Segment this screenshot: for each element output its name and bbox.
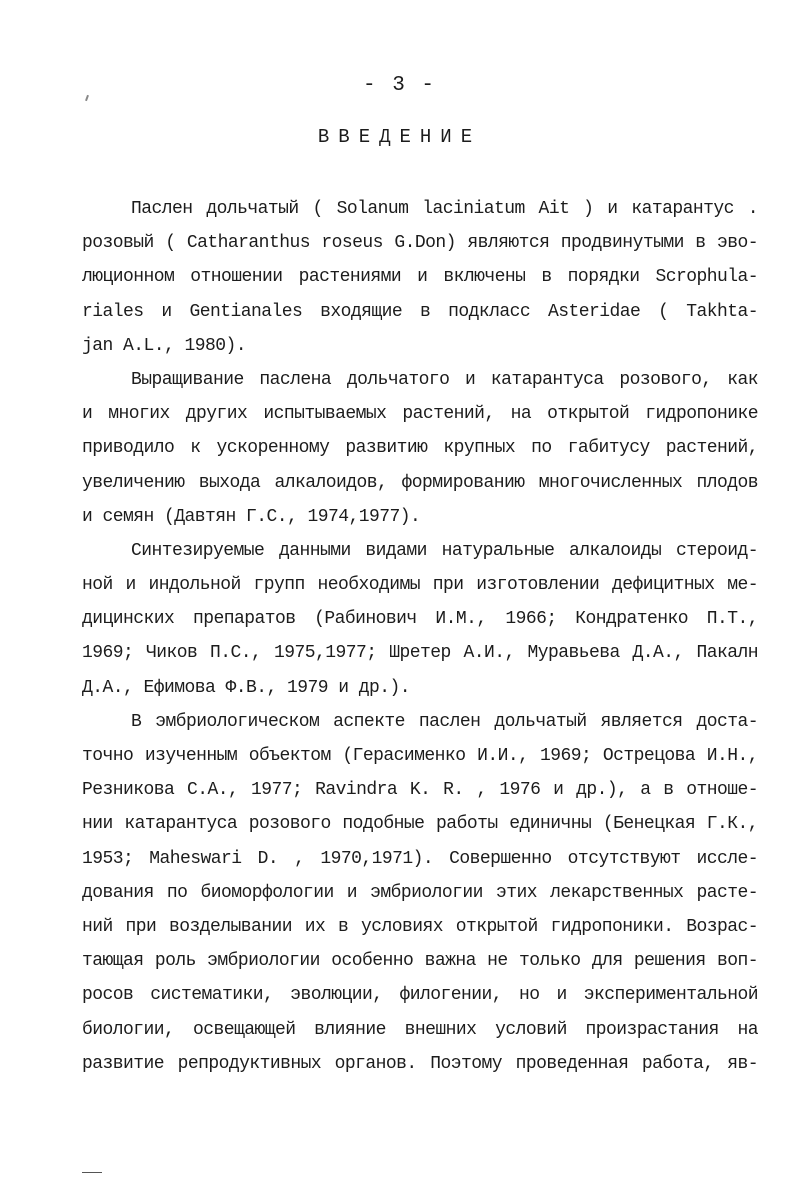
text-line: дования по биоморфологии и эмбриологии этих лекарственных расте- [82, 882, 758, 903]
text-line: точно изученным объектом (Герасименко И.И., 1969; Острецова И.Н., [82, 746, 758, 766]
paragraph-4 [82, 705, 758, 1081]
text-line: приводило к ускоренному развитию крупных по габитусу растений, [82, 438, 758, 459]
text-line: розовый ( Catharanthus roseus G.Don) являются продвинутыми в эво- [82, 233, 758, 254]
text-line: люционном отношении растениями и включены в порядки Scrophula- [82, 267, 758, 288]
text-line: увеличению выхода алкалоидов, формированию многочисленных плодов [82, 472, 758, 493]
text-line: ний при возделывании их в условиях открытой гидропоники. Возрас- [82, 916, 758, 937]
text-line: ной и индольной групп необходимы при изготовлении дефицитных ме- [82, 575, 758, 596]
footer-rule [82, 1172, 102, 1173]
text-line: riales и Gentianales входящие в подкласс Asteridae ( Takhta- [82, 301, 758, 322]
text-line: Резникова С.А., 1977; Ravindra K. R. , 1976 и др.), а в отноше- [82, 780, 758, 801]
text-line: В эмбриологическом аспекте паслен дольчатый является доста- [131, 711, 758, 732]
text-line: биологии, освещающей влияние внешних условий произрастания на [82, 1019, 758, 1040]
text-line: 1953; Maheswari D. , 1970,1971). Совершенно отсутствуют иссле- [82, 848, 758, 869]
text-line: Д.А., Ефимова Ф.В., 1979 и др.). [82, 677, 411, 698]
paragraph-2 [82, 363, 758, 534]
document-body [82, 192, 758, 1081]
text-line: Выращивание паслена дольчатого и катарантуса розового, как [131, 369, 758, 390]
text-line: нии катарантуса розового подобные работы единичны (Бенецкая Г.К., [82, 814, 758, 835]
paragraph-3 [82, 534, 758, 705]
page-number: - 3 - [362, 74, 436, 97]
text-line: 1969; Чиков П.С., 1975,1977; Шретер А.И., Муравьева Д.А., Пакалн [82, 643, 758, 664]
text-line: и многих других испытываемых растений, на открытой гидропонике [82, 404, 758, 425]
text-line: развитие репродуктивных органов. Поэтому проведенная работа, яв- [82, 1053, 758, 1074]
text-line: Синтезируемые данными видами натуральные алкалоиды стероид- [131, 540, 758, 561]
text-line: росов систематики, эволюции, филогении, но и экспериментальной [82, 985, 758, 1006]
text-line: дицинских препаратов (Рабинович И.М., 1966; Кондратенко П.Т., [82, 609, 758, 630]
text-line: и семян (Давтян Г.С., 1974,1977). [82, 506, 421, 527]
section-title: ВВЕДЕНИЕ [317, 126, 482, 148]
scan-mark [85, 95, 89, 101]
text-line: jan A.L., 1980). [82, 335, 247, 356]
text-line: тающая роль эмбриологии особенно важна не только для решения воп- [82, 951, 758, 972]
paragraph-1 [82, 192, 758, 363]
text-line: Паслен дольчатый ( Solanum laciniatum Ait ) и катарантус . [131, 199, 758, 219]
